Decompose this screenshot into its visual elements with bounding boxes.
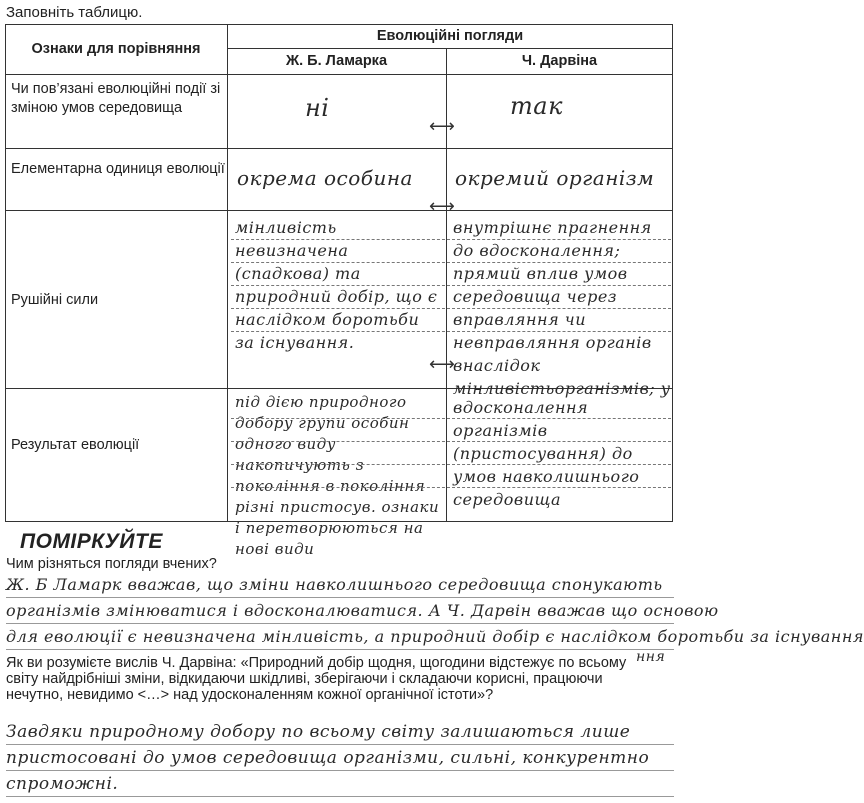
question-1: Чим різняться погляди вчених? <box>6 556 217 572</box>
answer-2-line-1: Завдяки природному добору по всьому світу залишаються лише <box>6 722 631 742</box>
answer-1-line-1: Ж. Б Ламарк вважав, що зміни навколишнього середовища спонукають <box>6 575 663 594</box>
swap-arrow-icon: ⟷ <box>429 116 455 137</box>
handwriting-guide <box>231 331 671 332</box>
answer-line <box>6 796 674 797</box>
answer-line <box>6 649 674 650</box>
row-divider-2 <box>5 210 673 211</box>
handwriting-guide <box>231 487 671 488</box>
lamarck-answer-result: під дією природного добору групи особин одного виду накопичують з покоління в покоління різні пристосув. ознаки і перетворюються на нові види <box>235 393 440 558</box>
instruction-text: Заповніть таблицю. <box>6 4 143 21</box>
darwin-answer-result: вдосконалення організмів (пристосування) до умов навколишнього середовища <box>453 398 640 509</box>
row-label-forces: Рушійні сили <box>11 292 99 308</box>
answer-line <box>6 623 674 624</box>
handwriting-guide <box>231 285 671 286</box>
header-lamarck: Ж. Б. Ламарка <box>285 53 388 69</box>
answer-line <box>6 744 674 745</box>
swap-arrow-icon: ⟷ <box>429 354 455 375</box>
table-border-right <box>672 24 673 522</box>
lamarck-answer-environment: ні <box>305 94 330 122</box>
header-evolution-views: Еволюційні погляди <box>376 28 524 44</box>
answer-line <box>6 770 674 771</box>
darwin-answer-unit: окремий організм <box>455 166 655 190</box>
header-bottom-line <box>5 74 673 75</box>
handwriting-guide <box>231 441 671 442</box>
handwriting-guide <box>231 239 671 240</box>
handwriting-guide <box>231 464 671 465</box>
question-2: Як ви розумієте вислів Ч. Дарвіна: «Природний добір щодня, щогодини відстежує по всьому світу найдрібніші зміни, відкидаючи шкідливі, зберігаючи і складаючи корисні, працюючи нечутно, невидимо <…> над удосконаленням кожної органічної істоти»? <box>6 655 627 703</box>
darwin-answer-forces: внутрішнє прагнення до вдосконалення; прямий вплив умов середовища через вправляння чи невправляння органів внаслідок мінливістьорганізмів; у <box>453 218 671 398</box>
header-darwin: Ч. Дарвіна <box>521 53 598 69</box>
answer-1-wrap: ння <box>636 649 666 665</box>
answer-1-line-2: організмів змінюватися і вдосконалюватися. А Ч. Дарвін вважав що основою <box>6 601 719 620</box>
answer-2-line-2: пристосовані до умов середовища організми, сильні, конкурентно <box>6 748 650 768</box>
row-label-environment: Чи пов’язані еволюційні події зі зміною умов середовища <box>11 81 221 116</box>
handwriting-guide <box>231 308 671 309</box>
handwriting-guide <box>231 262 671 263</box>
section-title: ПОМІРКУЙТЕ <box>20 530 163 553</box>
answer-2-line-3: спроможні. <box>6 774 119 794</box>
lamarck-answer-forces: мінливість невизначена (спадкова) та природний добір, що є наслідком боротьби за існування. <box>235 218 438 352</box>
row-label-result: Результат еволюції <box>11 437 140 453</box>
handwriting-guide <box>231 418 671 419</box>
answer-line <box>6 597 674 598</box>
darwin-answer-environment: так <box>510 92 563 120</box>
answer-1-line-3: для еволюції є невизначена мінливість, а природний добір є наслідком боротьби за існування <box>6 627 864 646</box>
column-divider-1 <box>227 24 228 522</box>
lamarck-answer-unit: окрема особина <box>237 166 413 190</box>
row-divider-1 <box>5 148 673 149</box>
row-label-unit: Елементарна одиниця еволюції <box>11 161 225 177</box>
header-criteria: Ознаки для порівняння <box>31 41 201 57</box>
swap-arrow-icon: ⟷ <box>429 196 455 217</box>
